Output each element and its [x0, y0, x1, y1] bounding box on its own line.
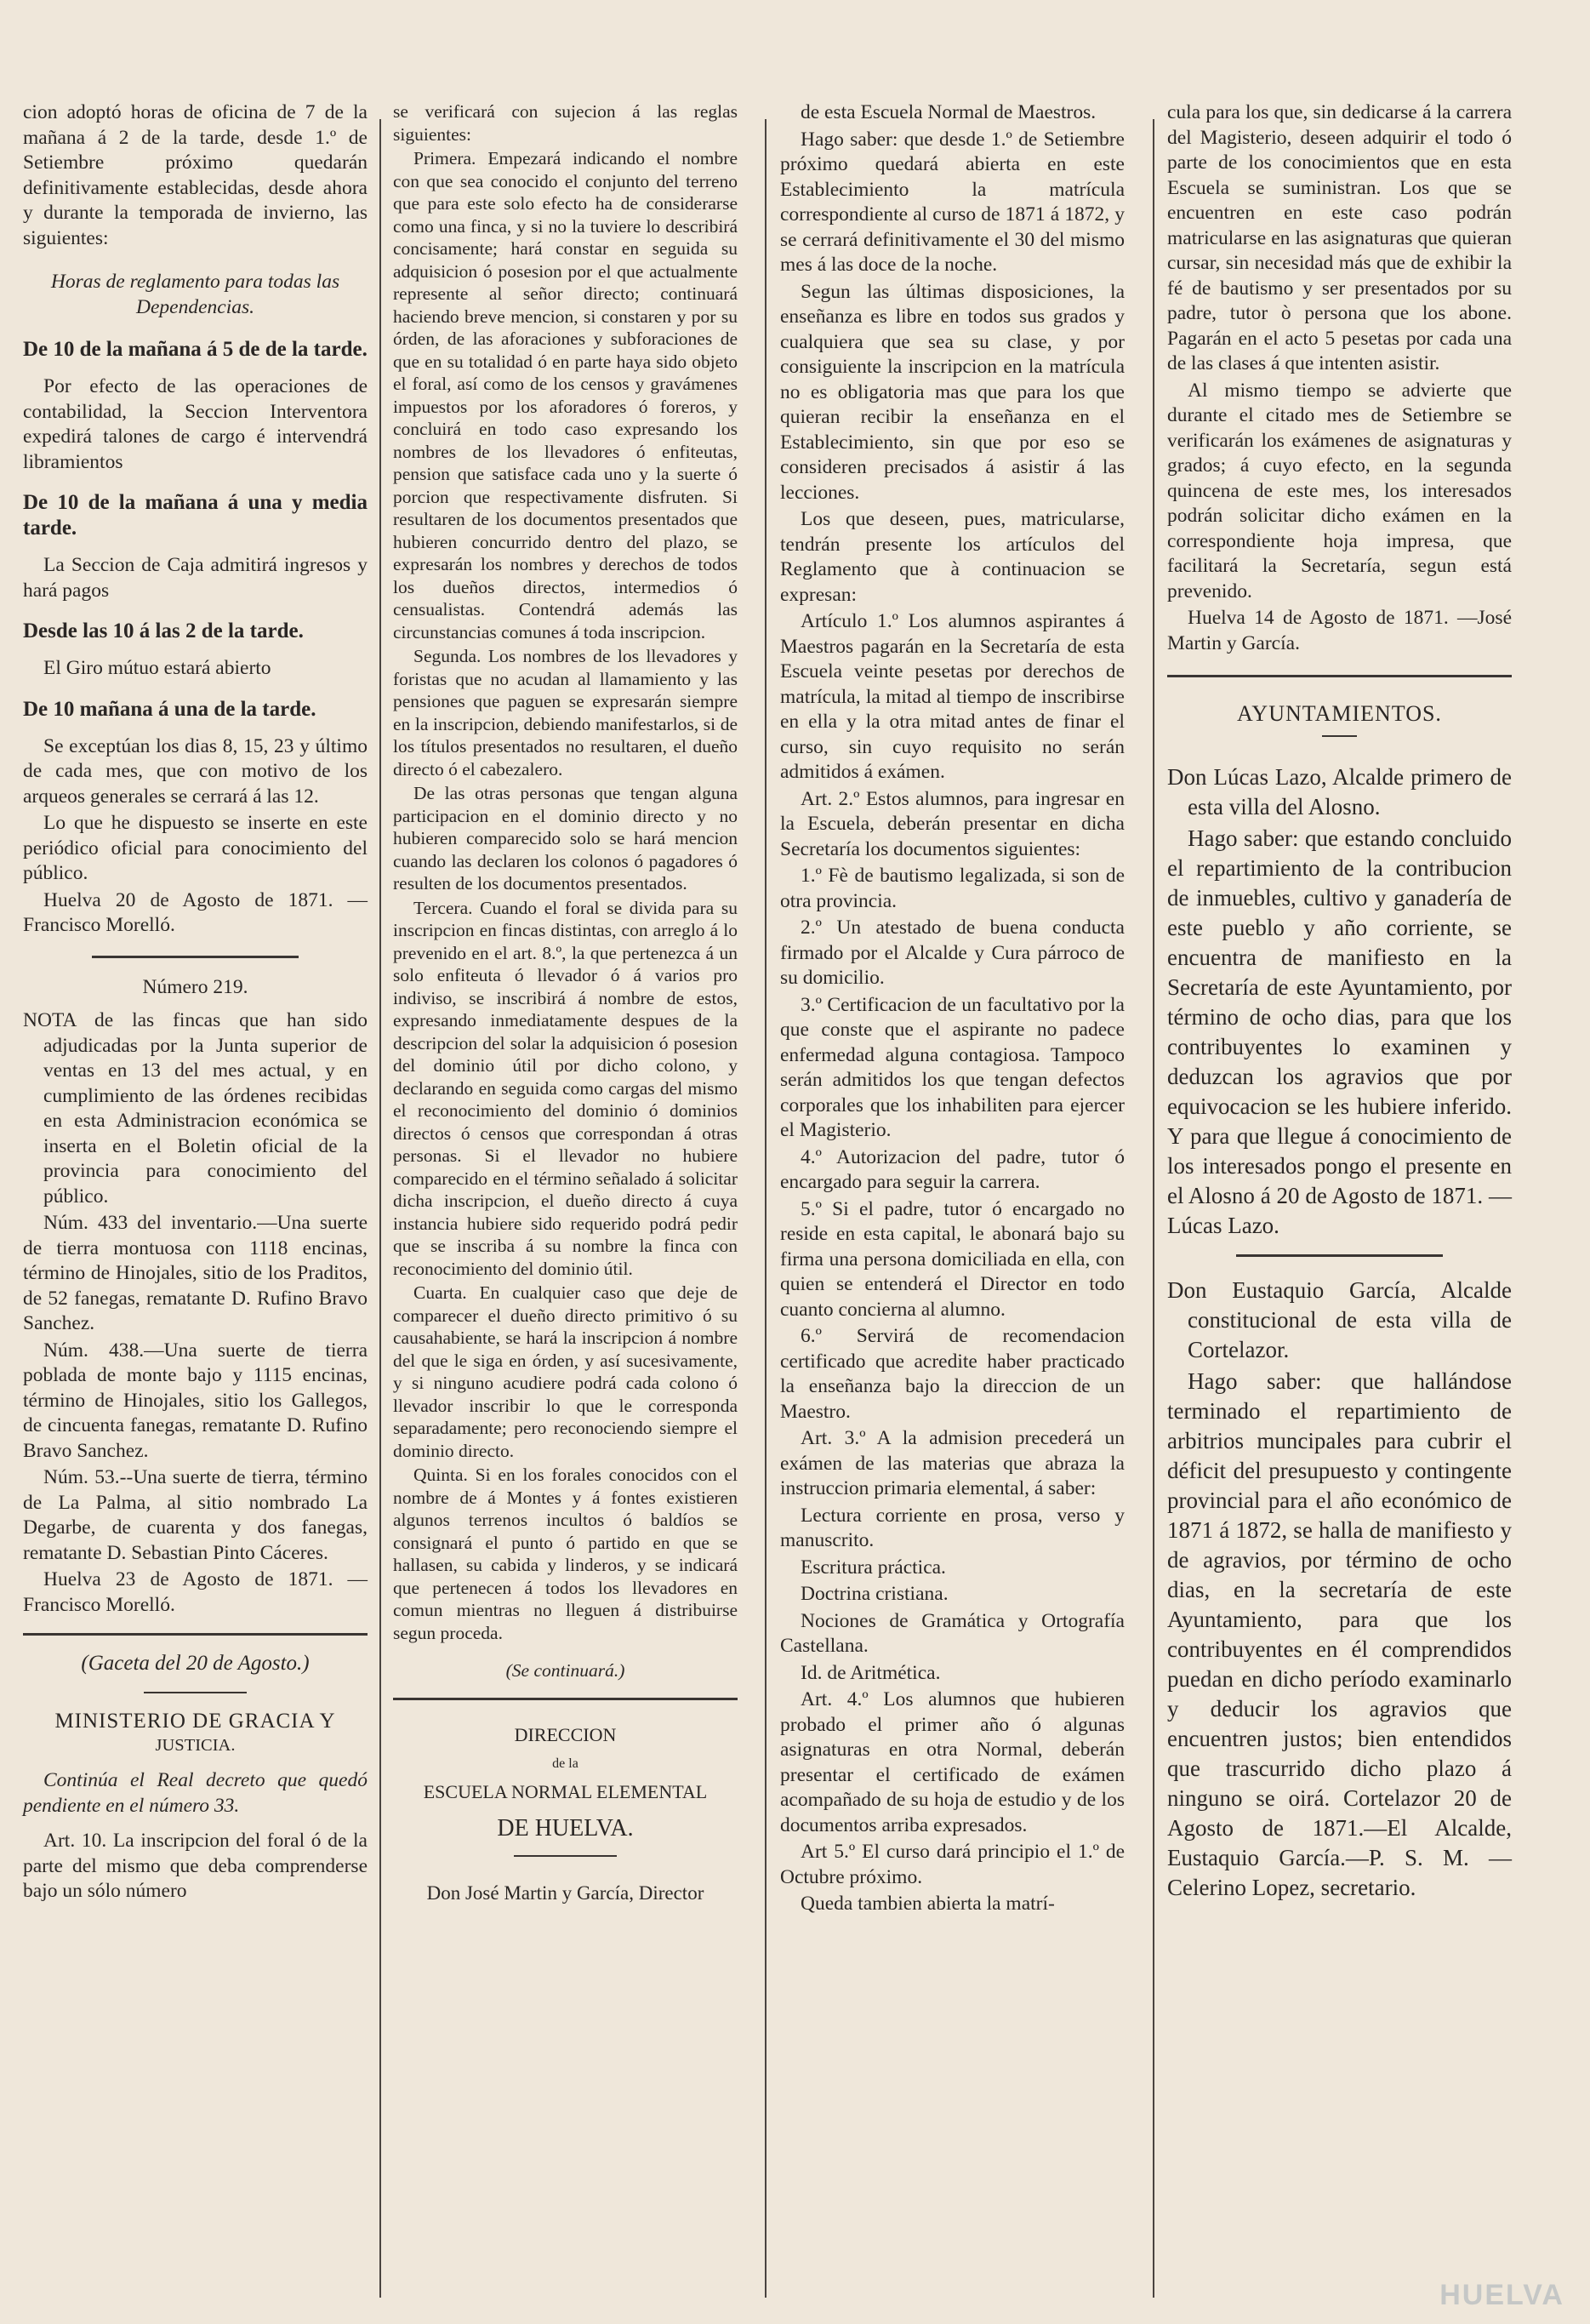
list-item: Núm. 438.—Una suerte de tierra poblada de monte bajo y 1115 encinas, término de Hinojales, sitio los Gallegos, de cincuenta fanegas, rematante D. Rufino Bravo Sanchez.: [23, 1339, 368, 1462]
separator: [1167, 675, 1512, 677]
paragraph: Queda tambien abierta la matrí-: [801, 1893, 1055, 1915]
paragraph: Tercera. Cuando el foral se divida para su inscripcion en fincas distintas, con arreglo á lo prevenido en el art. 8.º, la que pertenezca á un solo enfiteuta ó llevador ó á varios pro indiviso, se inscribirá á nombre de estos, expresando inmediatamente despues de la descripcion del solar la adquisicion ó posesion del dominio útil por dicho colono, y declarando en seguida como cargas del mismo el reconocimiento del dominio ó dominios directos ó censos que correspondan á otras personas. Si el llevador no hubiere comparecido en el término señalado á solicitar dicha inscripcion, el dueño directo á cuya instancia hubiere sido requerido podrá pedir que se inscriba á su nombre la finca con reconocimiento del dominio útil.: [393, 897, 738, 1279]
separator: [393, 1698, 738, 1700]
paragraph: Los que deseen, pues, matricularse, tendrán presente los artículos del Reglamento que à continuacion se expresan:: [780, 508, 1125, 606]
paragraph: Se exceptúan los dias 8, 15, 23 y último de cada mes, que con motivo de los arqueos generales se cerrará á las 12.: [23, 734, 368, 808]
section-heading: JUSTICIA.: [155, 1736, 236, 1755]
paragraph: El Giro mútuo estará abierto: [43, 657, 271, 679]
list-item: 2.º Un atestado de buena conducta firmado por el Alcalde y Cura párroco de su domicilio.: [780, 916, 1125, 989]
paragraph: Continúa el Real decreto que quedó pendiente en el número 33.: [23, 1769, 368, 1817]
separator: [92, 956, 299, 958]
paragraph: Al mismo tiempo se advierte que durante el citado mes de Setiembre se verificarán los exámenes de asignaturas y grados; á cuyo efecto, en la segunda quincena de este mes, los interesados podrán solicitar dicho exámen en la correspondiente hoja impresa, que facilitará la Secretaría, segun está prevenido.: [1167, 379, 1512, 602]
column-2: [393, 100, 738, 1907]
paragraph: Artículo 1.º Los alumnos aspirantes á Maestros pagarán en la Secretaría de esta Escuela veinte pesetas por derechos de matrícula, la mitad al tiempo de inscribirse en ella y la otra mitad antes de finar el curso, sin cuyo requisito no serán admitidos á exámen.: [780, 610, 1125, 783]
paragraph: Lo que he dispuesto se inserte en este periódico oficial para conocimiento del público.: [23, 812, 368, 884]
separator: [23, 1633, 368, 1636]
paragraph: se verificará con sujecion á las reglas siguientes:: [393, 101, 738, 145]
section-heading: ESCUELA NORMAL ELEMENTAL: [423, 1781, 708, 1802]
paragraph: De las otras personas que tengan alguna participacion en el dominio directo y no hubieren comparecido solo se hará mencion cuando las declaren los colonos ó pagadores ó resulten de los documentos presentados.: [393, 783, 738, 894]
paragraph: Segun las últimas disposiciones, la enseñanza es libre en todos sus grados y cualquiera que sea su clase, y por consiguiente la inscripcion en la matrícula no es obligatoria mas que para los que quieran recibir la enseñanza en el Establecimiento, sin que por eso se consideren precisados á asistir á las lecciones.: [780, 280, 1125, 504]
schedule-heading: De 10 de la mañana á 5 de de la tarde.: [23, 338, 368, 361]
paragraph: Art 5.º El curso dará principio el 1.º de Octubre próximo.: [780, 1841, 1125, 1888]
separator: [1236, 1254, 1443, 1257]
paragraph: Hago saber: que desde 1.º de Setiembre próximo quedará abierta en este Establecimiento la matrícula correspondiente al curso de 1871 á 1872, y se cerrará definitivamente el 30 del mismo mes á las doce de la noche.: [780, 128, 1125, 276]
paragraph: Quinta. Si en los forales conocidos con el nombre de á Montes y á fontes existieren algunos terrenos incultos ó baldíos se consignará el punto ó partido en que se hallasen, su cabida y linderos, y se indicará que pertenecen á todos los llevadores en comun mientras no lleguen á distribuirse segun proceda.: [393, 1465, 738, 1643]
paragraph: Art. 2.º Estos alumnos, para ingresar en la Escuela, deberán presentar en dicha Secretaría los documentos siguientes:: [780, 787, 1125, 860]
paragraph: Art. 10. La inscripcion del foral ó de la parte del mismo que deba comprenderse bajo un sólo número: [23, 1830, 368, 1902]
list-item: Id. de Aritmética.: [801, 1661, 941, 1684]
paragraph: cula para los que, sin dedicarse á la carrera del Magisterio, deseen adquirir el todo ó parte de los conocimientos que en esta Escuela se suministran. Los que se encuentren en este caso podrán matricularse en las asignaturas que quieran cursar, sin necesidad más que de exhibir la fé de bautismo y ser presentados por su padre, tutor ò persona que los abone. Pagarán en el acto 5 pesetas por cada una de las clases á que intenten asistir.: [1167, 101, 1512, 374]
signature: Huelva 20 de Agosto de 1871. —Francisco Morelló.: [23, 888, 368, 936]
list-item: Lectura corriente en prosa, verso y manuscrito.: [780, 1504, 1125, 1551]
schedule-heading: Desde las 10 á las 2 de la tarde.: [23, 620, 304, 642]
schedule-heading: De 10 mañana á una de la tarde.: [23, 697, 316, 721]
watermark-logo: HUELVA: [1439, 2279, 1564, 2311]
column-3: [780, 100, 1125, 1919]
paragraph: Segunda. Los nombres de los llevadores y foristas que no acudan al llamamiento y las pensiones que paguen se expresarán siempre en la inscripcion, debiendo manifestarlos, si de los títulos presentados no resultaren, el dueño directo ó el cabezalero.: [393, 646, 738, 779]
continuation-note: (Se continuará.): [505, 1660, 625, 1681]
section-heading: MINISTERIO DE GRACIA Y: [54, 1709, 336, 1733]
paragraph: Art. 4.º Los alumnos que hubieren probado el primer año ó algunas asignaturas en otra Normal, deberán presentar el certificado de exámen acompañado de su hoja de estudio y de los documentos arriba expresados.: [780, 1688, 1125, 1836]
signature: Huelva 14 de Agosto de 1871. —José Martin y García.: [1167, 607, 1512, 654]
paragraph: Por efecto de las operaciones de contabilidad, la Seccion Interventora expedirá talones de cargo é intervendrá libramientos: [23, 375, 368, 473]
paragraph: NOTA de las fincas que han sido adjudicadas por la Junta superior de ventas en 13 del mes actual, y en cumplimiento de las órdenes recibidas en esta Administracion económica se inserta en el Boletin oficial de la provincia para conocimiento del público.: [23, 1009, 368, 1208]
list-item: 3.º Certificacion de un facultativo por la que conste que el aspirante no padece enfermedad alguna contagiosa. Tampoco serán admitidos los que tengan defectos corporales que los inhabiliten para ejercer el Magisterio.: [780, 993, 1125, 1141]
list-item: Núm. 433 del inventario.—Una suerte de tierra montuosa con 1118 encinas, término de Hinojales, sitio de los Praditos, de 52 fanegas, rematante D. Rufino Bravo Sanchez.: [23, 1212, 368, 1334]
paragraph: Art. 3.º A la admision precederá un exámen de las materias que abraza la instruccion primaria elemental, á saber:: [780, 1427, 1125, 1499]
list-item: Núm. 53.--Una suerte de tierra, término de La Palma, al sitio nombrado La Degarbe, de cuarenta y dos fanegas, rematante D. Sebastian Pinto Cáceres.: [23, 1466, 368, 1564]
section-heading: de la: [552, 1756, 578, 1771]
column-1: [23, 100, 368, 1906]
separator: [144, 1692, 248, 1693]
separator: [1322, 735, 1357, 737]
paragraph: cion adoptó horas de oficina de 7 de la mañana á 2 de la tarde, desde 1.º de Setiembre próximo quedarán definitivamente establecidas, desde ahora y durante la temporada de invierno, las siguientes:: [23, 101, 368, 249]
paragraph: de esta Escuela Normal de Maestros.: [801, 101, 1097, 123]
list-item: 4.º Autorizacion del padre, tutor ó encargado para seguir la carrera.: [780, 1145, 1125, 1193]
separator: [514, 1855, 618, 1857]
signature: Huelva 23 de Agosto de 1871. —Francisco Morelló.: [23, 1568, 368, 1616]
paragraph: Don Eustaquio García, Alcalde constitucional de esta villa de Cortelazor.: [1167, 1276, 1512, 1362]
section-heading: DIRECCION: [514, 1723, 617, 1745]
column-rule: [379, 119, 381, 2298]
paragraph: Hago saber: que estando concluido el repartimiento de la contribucion de inmuebles, cultivo y ganadería de este pueblo y año corriente, se encuentra de manifiesto en la Secretaría de este Ayuntamiento, por término de ocho dias, para que los contribuyentes lo examinen y deduzcan los agravios que por equivocacion se les hubiere inferido. Y para que llegue á conocimiento de los interesados pongo el presente en el Alosno á 20 de Agosto de 1871. —Lúcas Lazo.: [1167, 825, 1512, 1238]
paragraph: Don José Martin y García, Director: [426, 1882, 704, 1904]
notice-number: Número 219.: [142, 975, 248, 998]
section-heading: AYUNTAMIENTOS.: [1237, 701, 1442, 726]
section-heading: DE HUELVA.: [497, 1814, 634, 1841]
paragraph: Don Lúcas Lazo, Alcalde primero de esta villa del Alosno.: [1167, 763, 1512, 819]
column-4: [1167, 100, 1512, 1904]
list-item: 6.º Servirá de recomendacion certificado que acredite haber practicado la enseñanza bajo la direccion de un Maestro.: [780, 1325, 1125, 1423]
paragraph: Cuarta. En cualquier caso que deje de comparecer el dueño directo primitivo ó su causahabiente, se hará la inscripcion á nombre del que le siga en órden, y así sucesivamente, y si ninguno acudiere podrá cada colono ó llevador inscribir lo que le corresponda separadamente; pero reconociendo siempre el dominio directo.: [393, 1282, 738, 1461]
list-item: Nociones de Gramática y Ortografía Castellana.: [780, 1609, 1125, 1657]
column-rule: [765, 119, 767, 2298]
paragraph: Primera. Empezará indicando el nombre con que sea conocido el conjunto del terreno que para este solo efecto ha de considerarse como una finca, y si no la tuviere lo describirá concisamente; hará constar en seguida su adquisicion ó posesion por el que actualmente represente al señor directo; continuará haciendo breve mencion, si constaren y por su órden, de las aforaciones y subforaciones de que en su totalidad ó en parte haya sido objeto el foral, así como de los censos y gravámenes impuestos por los aforadores ó foreros, y concluirá en todo caso expresando los nombres de los llevadores ó enfiteutas, pension que satisface cada uno y la suerte ó porcion que respectivamente disfruten. Si resultaren de los documentos presentados que hubieren concurrido dentro del plazo, se expresarán los nombres y derechos de todos los dueños directos, intermedios ó censualistas. Contendrá además las circunstancias comunes á toda inscripcion.: [393, 148, 738, 642]
subheading: Horas de reglamento para todas las Dependencias.: [50, 271, 340, 318]
paragraph: La Seccion de Caja admitirá ingresos y hará pagos: [23, 554, 368, 602]
paragraph: Hago saber: que hallándose terminado el repartimiento de arbitrios muncipales para cubrir el déficit del presupuesto y contingente provincial para el año económico de 1871 á 1872, se halla de manifiesto y de agravios, por término de ocho dias, en la secretaría de este Ayuntamiento, para que los contribuyentes en él comprendidos puedan en dicho período examinarlo y deducir los agravios que encuentren justos; bien entendidos que trascurrido dicho plazo á ninguno se oirá. Cortelazor 20 de Agosto de 1871.—El Alcalde, Eustaquio García.—P. S. M. —Celerino Lopez, secretario.: [1167, 1368, 1512, 1900]
source-note: (Gaceta del 20 de Agosto.): [81, 1652, 310, 1675]
list-item: 5.º Si el padre, tutor ó encargado no reside en esta capital, le abonará bajo su firma una persona domiciliada en ella, con quien se entenderá el Director en todo cuanto concierna al alumno.: [780, 1197, 1125, 1321]
list-item: Doctrina cristiana.: [801, 1583, 949, 1605]
column-rule: [1153, 119, 1154, 2298]
schedule-heading: De 10 de la mañana á una y media tarde.: [23, 491, 368, 540]
list-item: Escritura práctica.: [801, 1556, 946, 1579]
list-item: 1.º Fè de bautismo legalizada, si son de otra provincia.: [780, 865, 1125, 912]
